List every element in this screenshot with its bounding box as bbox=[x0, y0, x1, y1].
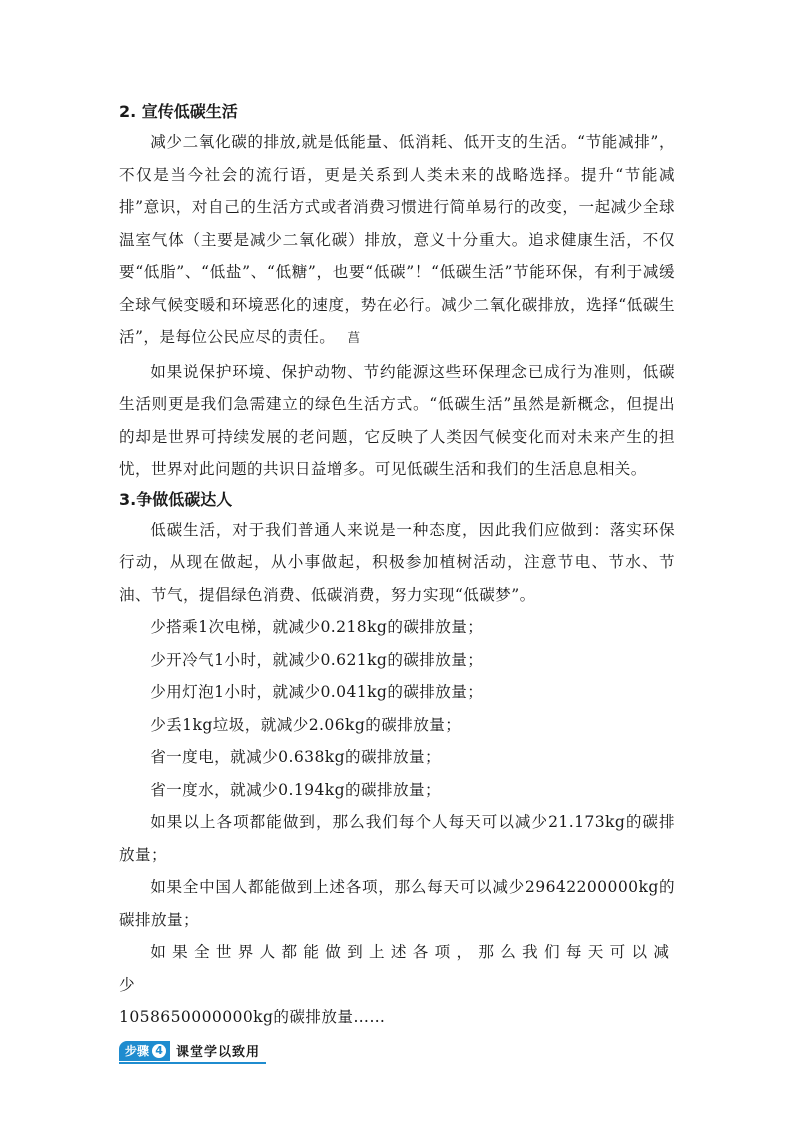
section-2-paragraph-1 bbox=[119, 126, 675, 356]
step-badge bbox=[119, 1040, 266, 1064]
summary-world-line-2: 1058650000000kg的碳排放量…… bbox=[119, 1008, 386, 1026]
step-label-box bbox=[119, 1041, 170, 1061]
carbon-item-electricity: 省一度电，就减少0.638kg的碳排放量； bbox=[150, 748, 441, 766]
carbon-item-elevator: 少搭乘1次电梯，就减少0.218kg的碳排放量； bbox=[150, 618, 484, 636]
section-3-heading: 3.争做低碳达人 bbox=[119, 489, 233, 509]
step-label: 步骤 bbox=[125, 1043, 150, 1058]
section-2-paragraph-2: 如果说保护环境、保护动物、节约能源这些环保理念已成行为准则，低碳生活则更是我们急需建立的绿色生活方式。“低碳生活”虽然是新概念，但提出的却是世界可持续发展的老问题，它反映了人类因气候变化而对未来产生的担忧，世界对此问题的共识日益增多。可见低碳生活和我们的生活息息相关。 bbox=[119, 362, 675, 478]
summary-china: 如果全中国人都能做到上述各项，那么每天可以减少29642200000kg的碳排放量； bbox=[119, 878, 675, 929]
document-page bbox=[119, 98, 675, 1064]
margin-mark: 菖 bbox=[347, 331, 361, 346]
carbon-item-aircon: 少开冷气1小时，就减少0.621kg的碳排放量； bbox=[150, 650, 484, 669]
carbon-item-garbage: 少丢1kg垃圾，就减少2.06kg的碳排放量； bbox=[150, 715, 462, 734]
section-2-paragraph-1-text: 减少二氧化碳的排放,就是低能量、低消耗、低开支的生活。“节能减排”，不仅是当今社会的流行语，更是关系到人类未来的战略选择。提升“节能减排”意识，对自己的生活方式或者消费习惯进行简单易行的改变，一起减少全球温室气体（主要是减少二氧化碳）排放，意义十分重大。追求健康生活，不仅要“低脂”、“低盐”、“低糖”，也要“低碳”！“低碳生活”节能环保，有利于减缓全球气候变暖和环境恶化的速度，势在必行。减少二氧化碳排放，选择“低碳生活”，是每位公民应尽的责任。 bbox=[119, 133, 675, 346]
step-number-circle: 4 bbox=[152, 1044, 166, 1058]
summary-world-line-1: 如果全世界人都能做到上述各项，那么我们每天可以减少 bbox=[119, 943, 675, 994]
section-2-heading: 2. 宣传低碳生活 bbox=[119, 102, 238, 121]
summary-per-person: 如果以上各项都能做到，那么我们每个人每天可以减少21.173kg的碳排放量； bbox=[119, 813, 675, 864]
carbon-item-water: 省一度水，就减少0.194kg的碳排放量； bbox=[150, 780, 441, 799]
section-3-intro: 低碳生活，对于我们普通人来说是一种态度，因此我们应做到：落实环保行动，从现在做起，从小事做起，积极参加植树活动，注意节电、节水、节油、节气，提倡绿色消费、低碳消费，努力实现“低碳梦”。 bbox=[119, 520, 675, 604]
step-title: 课堂学以致用 bbox=[176, 1045, 261, 1060]
carbon-item-lightbulb: 少用灯泡1小时，就减少0.041kg的碳排放量； bbox=[150, 683, 484, 701]
